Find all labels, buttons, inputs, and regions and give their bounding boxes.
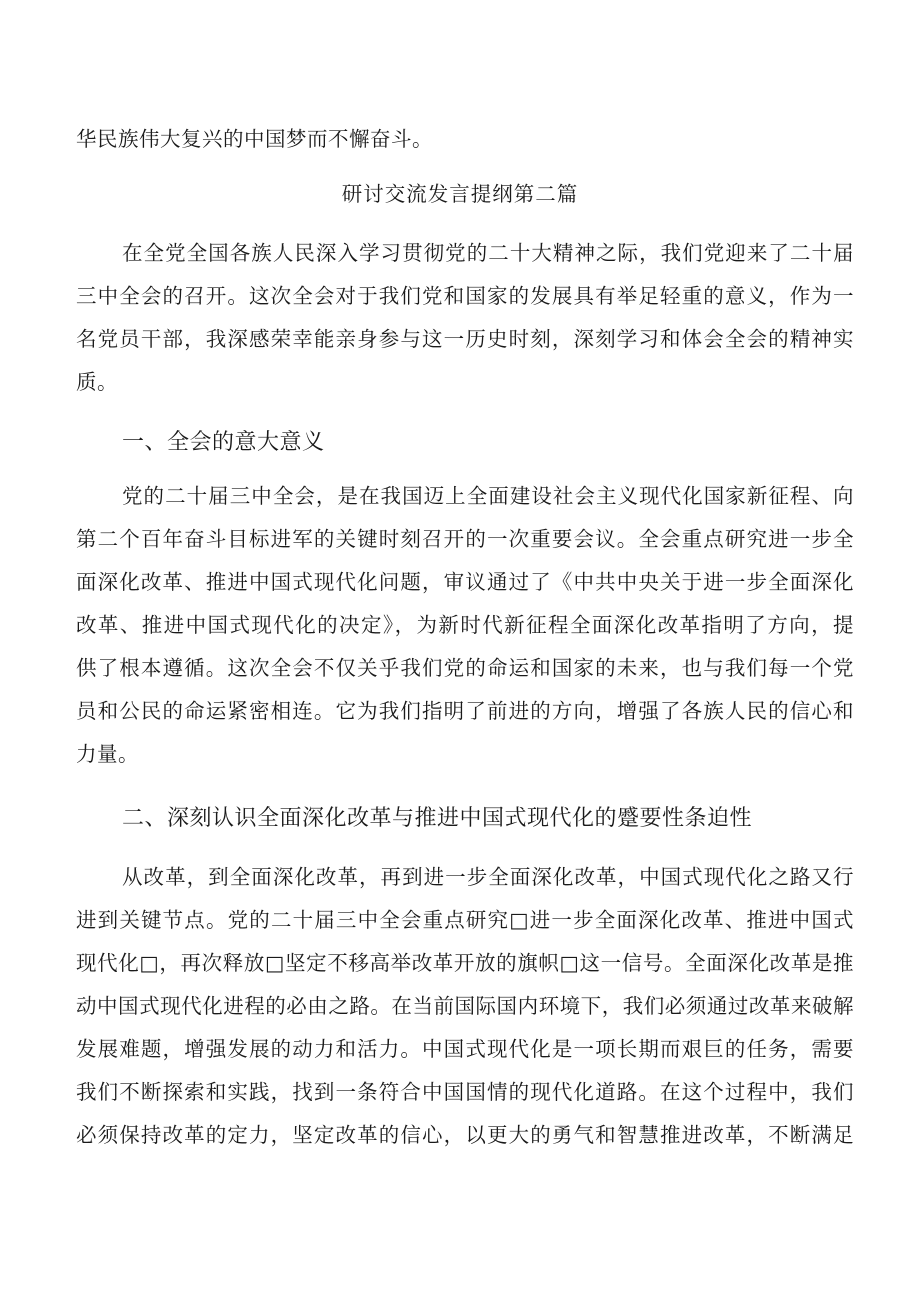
paragraph-line: 我们不断探索和实践，找到一条符合中国国情的现代化道路。在这个过程中，我们: [76, 1080, 854, 1104]
paragraph-line: 党的二十届三中全会，是在我国迈上全面建设社会主义现代化国家新征程、向: [122, 484, 854, 508]
paragraph-line: 员和公民的命运紧密相连。它为我们指明了前进的方向，增强了各族人民的信心和: [76, 699, 854, 723]
paragraph-line: 第二个百年奋斗目标进军的关键时刻召开的一次重要会议。全会重点研究进一步全: [76, 527, 854, 551]
document-title: 研讨交流发言提纲第二篇: [341, 182, 579, 206]
paragraph-line: 改革、推进中国式现代化的决定》，为新时代新征程全面深化改革指明了方向，提: [76, 613, 854, 637]
paragraph-line: 三中全会的召开。这次全会对于我们党和国家的发展具有举足轻重的意义，作为一: [76, 284, 854, 308]
paragraph-line: 质。: [76, 370, 118, 394]
paragraph-line: 动中国式现代化进程的必由之路。在当前国际国内环境下，我们必须通过改革来破解: [76, 994, 854, 1018]
paragraph-line: 力量。: [76, 742, 139, 766]
paragraph-line: 发展难题，增强发展的动力和活力。中国式现代化是一项长期而艰巨的任务，需要: [76, 1037, 854, 1061]
paragraph-line: 名党员干部，我深感荣幸能亲身参与这一历史时刻，深刻学习和体会全会的精神实: [76, 327, 854, 351]
paragraph-line: 面深化改革、推进中国式现代化问题，审议通过了《中共中央关于进一步全面深化: [76, 570, 854, 594]
paragraph-line: 必须保持改革的定力，坚定改革的信心，以更大的勇气和智慧推进改革，不断满足: [76, 1123, 854, 1147]
paragraph-line: 从改革，到全面深化改革，再到进一步全面深化改革，中国式现代化之路又行: [122, 865, 854, 889]
paragraph-line: 在全党全国各族人民深入学习贯彻党的二十大精神之际，我们党迎来了二十届: [122, 241, 854, 265]
paragraph-line: 供了根本遵循。这次全会不仅关乎我们党的命运和国家的未来，也与我们每一个党: [76, 656, 854, 680]
paragraph-line: 进到关键节点。党的二十届三中全会重点研究□进一步全面深化改革、推进中国式: [76, 908, 854, 932]
section-heading: 二、深刻认识全面深化改革与推进中国式现代化的蹙要性条迫性: [122, 806, 753, 831]
paragraph-line: 华民族伟大复兴的中国梦而不懈奋斗。: [76, 127, 433, 151]
paragraph-line: 现代化□，再次释放□坚定不移高举改革开放的旗帜□这一信号。全面深化改革是推: [76, 951, 854, 975]
section-heading: 一、全会的意大意义: [122, 430, 325, 455]
